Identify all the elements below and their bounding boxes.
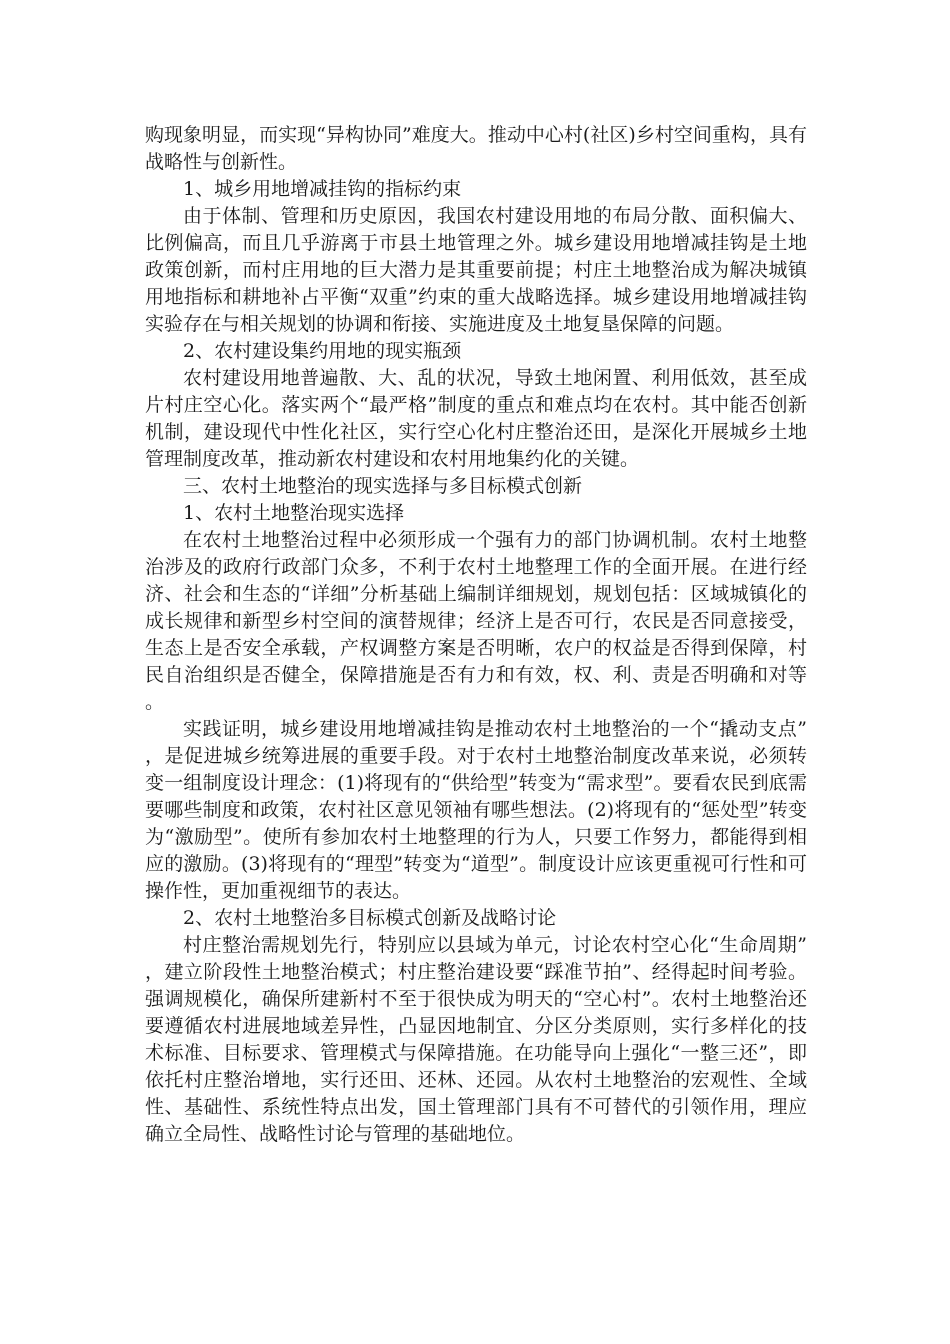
paragraph: 村庄整治需规划先行，特别应以县域为单元，讨论农村空心化“生命周期”，建立阶段性土地整治模式；村庄整治建设要“踩准节拍”、经得起时间考验。强调规模化，确保所建新村不至于很快成为明天的“空心村”。农村土地整治还要遵循农村进展地域差异性，凸显因地制宜、分区分类原则，实行多样化的技术标准、目标要求、管理模式与保障措施。在功能导向上强化“一整三还”，即依托村庄整治增地，实行还田、还林、还园。从农村土地整治的宏观性、全域性、基础性、系统性特点出发，国土管理部门具有不可替代的引领作用，理应确立全局性、战略性讨论与管理的基础地位。 xyxy=(145,934,807,1145)
section-heading-2: 2、农村建设集约用地的现实瓶颈 xyxy=(183,340,462,362)
paragraph: 由于体制、管理和历史原因，我国农村建设用地的布局分散、面积偏大、比例偏高，而且几乎游离于市县土地管理之外。城乡建设用地增减挂钩是土地政策创新，而村庄用地的巨大潜力是其重要前提；村庄土地整治成为解决城镇用地指标和耕地补占平衡“双重”约束的重大战略选择。城乡建设用地增减挂钩实验存在与相关规划的协调和衔接、实施进度及土地复垦保障的问题。 xyxy=(145,205,807,335)
chapter-heading-3: 三、农村土地整治的现实选择与多目标模式创新 xyxy=(183,475,583,497)
document-page xyxy=(145,122,807,1148)
paragraph: 实践证明，城乡建设用地增减挂钩是推动农村土地整治的一个“撬动支点”，是促进城乡统筹进展的重要手段。对于农村土地整治制度改革来说，必须转变一组制度设计理念：(1)将现有的“供给型”转变为“需求型”。要看农民到底需要哪些制度和政策，农村社区意见领袖有哪些想法。(2)将现有的“惩处型”转变为“激励型”。使所有参加农村土地整理的行为人，只要工作努力，都能得到相应的激励。(3)将现有的“理型”转变为“道型”。制度设计应该更重视可行性和可操作性，更加重视细节的表达。 xyxy=(145,718,807,902)
paragraph: 在农村土地整治过程中必须形成一个强有力的部门协调机制。农村土地整治涉及的政府行政部门众多，不利于农村土地整理工作的全面开展。在进行经济、社会和生态的“详细”分析基础上编制详细规划，规划包括：区域城镇化的成长规律和新型乡村空间的演替规律；经济上是否可行，农民是否同意接受，生态上是否安全承载，产权调整方案是否明晰，农户的权益是否得到保障，村民自治组织是否健全，保障措施是否有力和有效，权、利、责是否明确和对等。 xyxy=(145,529,807,713)
section-heading-3-2: 2、农村土地整治多目标模式创新及战略讨论 xyxy=(183,907,557,929)
paragraph-continuation: 购现象明显，而实现“异构协同”难度大。推动中心村(社区)乡村空间重构，具有战略性与创新性。 xyxy=(145,124,807,173)
section-heading-3-1: 1、农村土地整治现实选择 xyxy=(183,502,405,524)
section-heading-1: 1、城乡用地增减挂钩的指标约束 xyxy=(183,178,462,200)
paragraph: 农村建设用地普遍散、大、乱的状况，导致土地闲置、利用低效，甚至成片村庄空心化。落实两个“最严格”制度的重点和难点均在农村。其中能否创新机制，建设现代中性化社区，实行空心化村庄整治还田，是深化开展城乡土地管理制度改革，推动新农村建设和农村用地集约化的关键。 xyxy=(145,367,807,470)
